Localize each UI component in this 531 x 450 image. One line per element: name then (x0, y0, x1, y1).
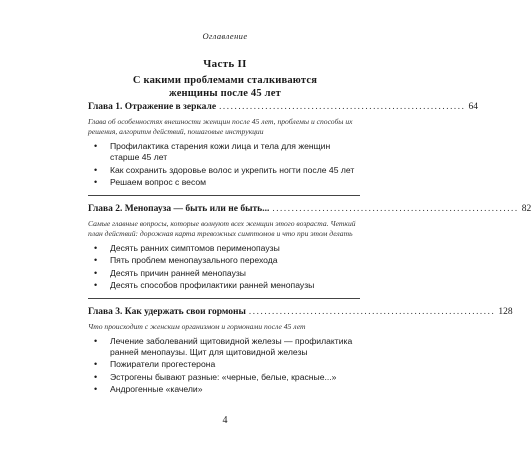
bullet-icon: • (94, 359, 98, 369)
topic-item (88, 165, 360, 176)
topic-item (88, 243, 360, 254)
topic-text: Пожиратели прогестерона (110, 359, 216, 369)
chapter-entry (88, 100, 478, 196)
bullet-icon: • (94, 164, 98, 175)
bullet-icon: • (94, 371, 98, 382)
table-of-contents (88, 100, 531, 402)
topic-list (88, 243, 360, 292)
chapter-heading[interactable] (88, 202, 531, 216)
topic-item (88, 141, 360, 163)
topic-text: Решаем вопрос с весом (110, 177, 207, 187)
chapter-heading[interactable] (88, 100, 478, 114)
part-label: Часть II (203, 58, 247, 70)
topic-item (88, 359, 360, 370)
topic-item (88, 268, 360, 279)
part-title (100, 74, 350, 100)
topic-item (88, 255, 360, 266)
topic-text: Как сохранить здоровье волос и укрепить ногти после 45 лет (110, 164, 355, 175)
chapter-page-number: 82 (521, 203, 531, 214)
topic-item (88, 280, 360, 291)
chapter-page-number: 128 (498, 306, 513, 317)
topic-item (88, 384, 360, 395)
bullet-icon: • (94, 177, 98, 187)
chapter-entry (88, 202, 531, 299)
topic-item (88, 336, 360, 358)
chapter-description: Самые главные вопросы, которые волнуют всех женщин этого возраста. Четкий план действий: дорожная карта тревожных симптомов и что при этом делать (88, 218, 356, 238)
topic-text: Эстрогены бывают разные: «черные, белые, красные...» (110, 371, 337, 382)
chapter-heading[interactable] (88, 305, 513, 319)
chapter-description: Что происходит с женским организмом и гормонами после 45 лет (88, 321, 306, 331)
bullet-icon: • (94, 267, 98, 278)
topic-text: Десять причин ранней менопаузы (110, 267, 246, 278)
leader-dots: ................................................................ (248, 305, 496, 316)
bullet-icon: • (94, 384, 98, 394)
bullet-icon: • (94, 335, 98, 346)
chapter-title: Глава 1. Отражение в зеркале (88, 102, 217, 112)
chapter-entry (88, 305, 513, 402)
topic-text: Десять способов профилактики ранней менопаузы (110, 280, 315, 290)
topic-list (88, 336, 360, 396)
topic-list (88, 141, 360, 188)
part-title-line: С какими проблемами сталкиваются (132, 75, 318, 86)
leader-dots: ................................................................ (272, 202, 519, 213)
chapter-title: Глава 2. Менопауза — быть или не быть... (88, 203, 270, 214)
bullet-icon: • (94, 255, 98, 265)
topic-text: Лечение заболеваний щитовидной железы — профилактика ранней менопаузы. Щит для щитовидной железы (110, 335, 353, 357)
topic-item (88, 177, 360, 188)
topic-text: Профилактика старения кожи лица и тела для женщин старше 45 лет (110, 141, 331, 162)
topic-item (88, 372, 360, 383)
page-number: 4 (222, 415, 228, 426)
bullet-icon: • (94, 242, 98, 253)
running-header: Оглавление (202, 31, 248, 41)
chapter-page-number: 64 (468, 102, 478, 112)
chapter-title: Глава 3. Как удержать свои гормоны (88, 306, 246, 317)
leader-dots: ................................................................ (219, 101, 466, 111)
part-title-line: женщины после 45 лет (169, 88, 281, 99)
bullet-icon: • (94, 280, 98, 290)
topic-text: Десять ранних симптомов перименопаузы (110, 242, 280, 253)
bullet-icon: • (94, 141, 98, 151)
topic-text: Андрогенные «качели» (110, 384, 203, 394)
chapter-description: Глава об особенностях внешности женщин после 45 лет, проблемы и способы их решения, алгоритм действий, пошаговые инструкции (88, 117, 353, 136)
topic-text: Пять проблем менопаузального перехода (110, 255, 278, 265)
